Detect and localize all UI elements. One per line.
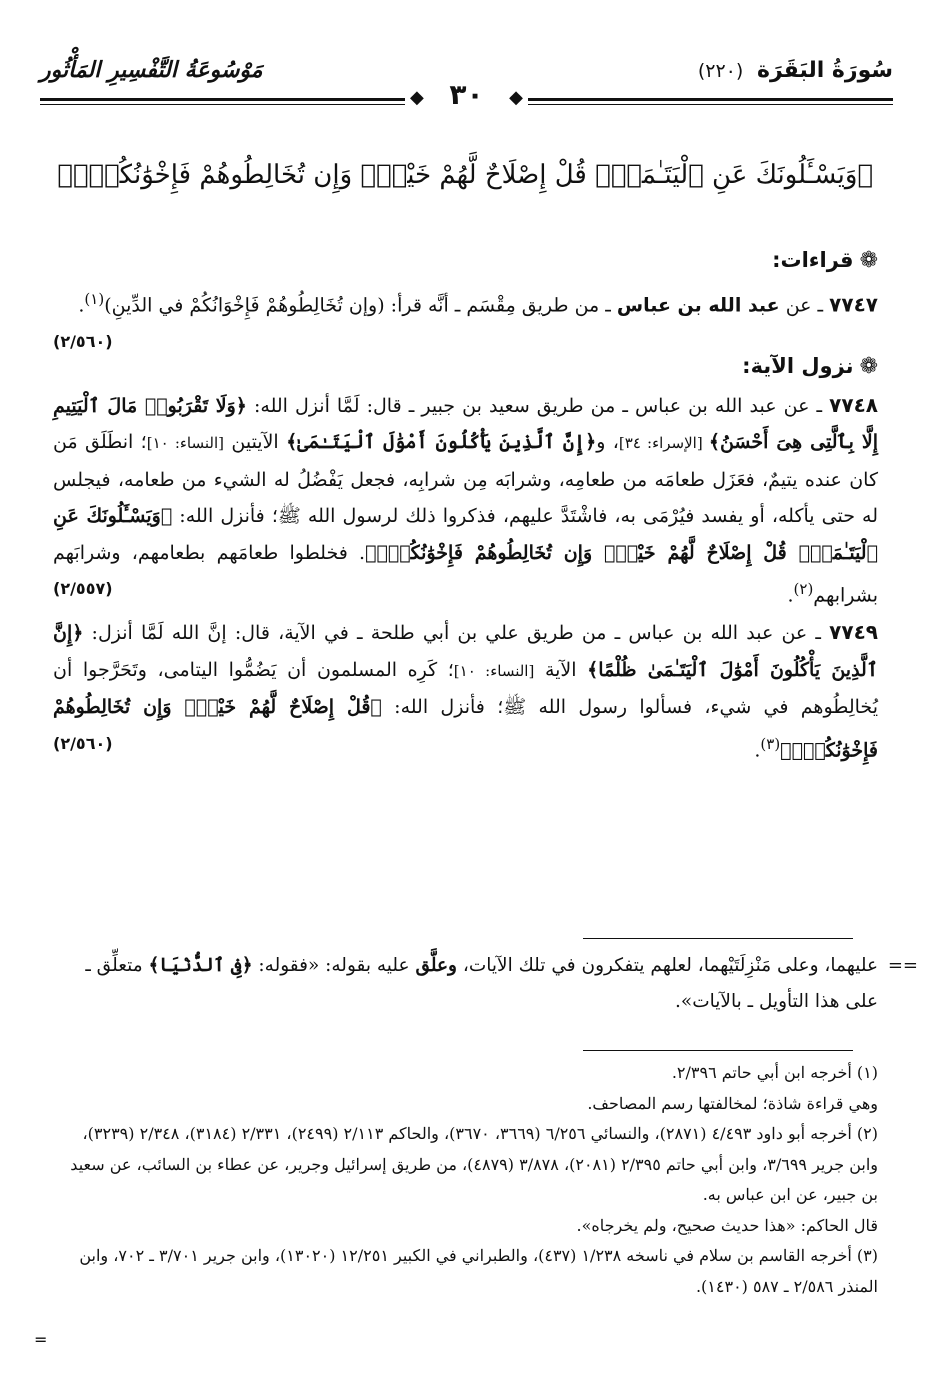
footnote-1-note: وهي قراءة شاذة؛ لمخالفتها رسم المصاحف. <box>587 1093 878 1113</box>
continuation-mark: = <box>34 1330 48 1349</box>
quran-verse: ﴿وَيَسْـَٔلُونَكَ عَنِ ٱلْيَتَـٰمَىٰۖ قُلْ إِصْلَاحٌ لَّهُمْ خَيْرٌۖ وَإِن تُخَالِطُوهُمْ فَإِخْوَٰنُكُمْۚ﴾ <box>57 160 873 190</box>
footnote-separator <box>583 1050 853 1051</box>
footnote-marker[interactable]: (١) <box>84 290 105 308</box>
section-heading-nuzul: ❁نزول الآية: <box>742 353 878 379</box>
continuation-mark: == <box>887 955 918 976</box>
footnote-continuation: == عليهما، وعلى مَنْزِلَتَيْهما، لعلهم يتفكرون في تلك الآيات، وعلَّق عليه بقوله: «فقوله: ﴿فِى ٱلدُّنْيَا﴾ متعلِّق ـ على هذا التأويل ـ بالآيات». <box>53 948 878 1020</box>
narration-7747: ٧٧٤٧ ـ عن عبد الله بن عباس ـ من طريق مِقْسَم ـ أنَّه قرأ: (وإن تُخَالِطُوهُمْ فَإِخْوَانُكُمْ في الدِّينِ)$^{(١)}$. (٢/٥٦٠) <box>53 281 878 324</box>
main-text <box>53 240 878 768</box>
book-title: مَوْسُوعَةُ التَّفْسِيرِ المَأْثُور <box>40 58 263 83</box>
section-heading-qiraat: ❁قراءات: <box>772 248 878 273</box>
narration-7748: ٧٧٤٨ ـ عن عبد الله بن عباس ـ من طريق سعيد بن جبير ـ قال: لَمَّا أنزل الله: ﴿وَلَا تَقْرَبُوا۟ مَالَ ٱلْيَتِيمِ إِلَّا بِٱلَّتِى هِىَ أَحْسَنُ﴾ [الإسراء: ٣٤]، و﴿إِنَّ ٱلَّذِينَ يَأْكُلُونَ أَمْوَٰلَ ٱلْيَتَـٰمَىٰ﴾ الآيتين [النساء: ١٠]؛ انطَلَق مَن كان عنده يتيمٌ، فعَزَل طعامَه من طعامِه، وشرابَه مِن شرابِه، فجعل يَفْضُلُ له الشيء من طعامه، فيجلس له حتى يأكله، أو يفسد فيُرْمَى به، فاشْتَدَّ عليهم، فذكروا ذلك لرسول الله ﷺ؛ فأنزل الله: ﴿وَيَسْـَٔلُونَكَ عَنِ ٱلْيَتَـٰمَىٰۖ قُلْ إِصْلَاحٌ لَّهُمْ خَيْرٌۖ وَإِن تُخَالِطُوهُمْ فَإِخْوَٰنُكُمْۚ﴾. فخلطوا طعامَهم بطعامهم، وشرابَهم بشرابهم$^{(٢)}$. (٢/٥٥٧) <box>53 392 878 607</box>
footnote-1: (١) أخرجه ابن أبي حاتم ٢/٣٩٦. <box>671 1063 878 1082</box>
volume-reference: (٢/٥٦٠) <box>53 733 113 753</box>
verse-reference: (٢٢٠) <box>697 60 744 82</box>
footnote-2-note: قال الحاكم: «هذا حديث صحيح، ولم يخرجاه». <box>576 1215 878 1235</box>
footnote-separator <box>583 938 853 939</box>
ornament-icon: ◆ <box>410 87 424 108</box>
footnote-2: (٢) أخرجه أبو داود ٤/٤٩٣ (٢٨٧١)، والنسائي ٦/٢٥٦ (٣٦٦٩، ٣٦٧٠)، والحاكم ٢/١١٣ (٢٤٩٩)، ٢/٣٣١ (٣١٨٤)، ٢/٣٤٨ (٣٢٣٩)، وابن جرير ٣/٦٩٩، وابن أبي حاتم ٢/٣٩٥ (٢٠٨١)، ٣/٨٧٨ (٤٨٧٩)، من طريق إسرائيل وجرير، عن عطاء بن السائب، عن سعيد بن جبير، عن ابن عباس به. <box>70 1124 878 1204</box>
flower-icon: ❁ <box>859 353 878 379</box>
footnotes <box>53 1058 878 1302</box>
footnote-3: (٣) أخرجه القاسم بن سلام في ناسخه ١/٢٣٨ (٤٣٧)، والطبراني في الكبير ١٢/٢٥١ (١٣٠٢٠)، وابن جرير ٣/٧٠١ ـ ٧٠٢، وابن المنذر ٢/٥٨٦ ـ ٥٨٧ (١٤٣٠). <box>79 1246 878 1296</box>
volume-reference: (٢/٥٥٧) <box>53 579 113 599</box>
ornament-icon: ◆ <box>509 87 523 108</box>
page-number: ٣٠ <box>449 78 484 111</box>
surah-name: سُورَةُ البَقَرَة <box>756 58 893 83</box>
volume-reference: (٢/٥٦٠) <box>53 331 113 351</box>
footnote-marker[interactable]: (٣) <box>760 734 781 753</box>
narration-7749: ٧٧٤٩ ـ عن عبد الله بن عباس ـ من طريق علي بن أبي طلحة ـ في الآية، قال: إنَّ الله لَمَّا أنزل: ﴿إِنَّ ٱلَّذِينَ يَأْكُلُونَ أَمْوَٰلَ ٱلْيَتَـٰمَىٰ ظُلْمًا﴾ الآية [النساء: ١٠]؛ كَرِه المسلمون أن يَضُمُّوا اليتامى، وتَحَرَّجوا أن يُخالِطُوهم في شيء، فسألوا رسول الله ﷺ؛ فأنزل الله: ﴿قُلْ إِصْلَاحٌ لَّهُمْ خَيْرٌۖ وَإِن تُخَالِطُوهُمْ فَإِخْوَٰنُكُمْۚ﴾$^{(٣)}$. (٢/٥٦٠) <box>53 620 878 761</box>
flower-icon: ❁ <box>859 248 878 273</box>
running-header <box>40 58 893 114</box>
footnote-marker[interactable]: (٢) <box>793 580 814 599</box>
